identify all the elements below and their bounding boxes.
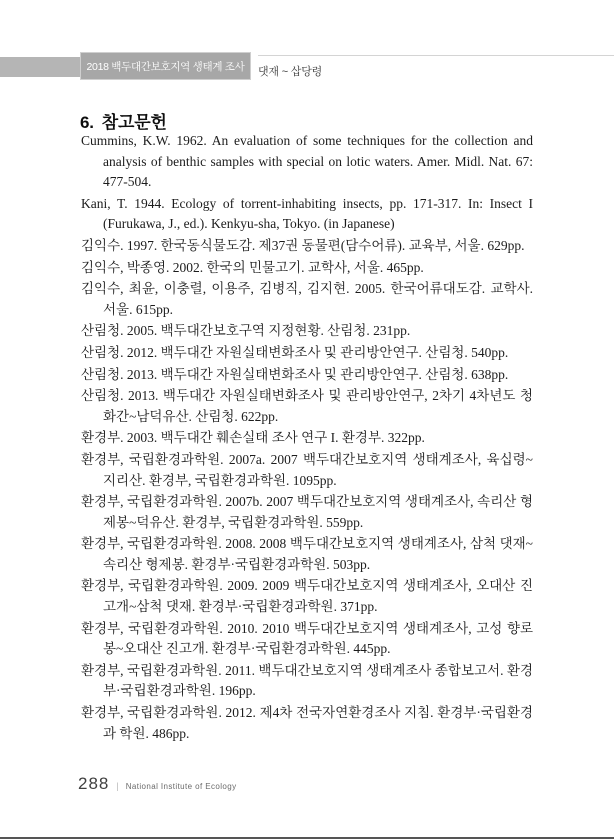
reference-entry: 환경부, 국립환경과학원. 2011. 백두대간보호지역 생태계조사 종합보고서. 환경부·국립환경과학원. 196pp.: [81, 662, 533, 699]
reference-entry: Cummins, K.W. 1962. An evaluation of some techniques for the collection and analysis of benthic samples with special on lotic waters. Amer. Midl. Nat. 67: 477-504.: [81, 133, 533, 190]
footer-separator: |: [116, 781, 119, 791]
header-section-label: 댓재 ~ 삽당령: [258, 66, 323, 78]
header-rule: [258, 55, 614, 56]
reference-entry: 환경부, 국립환경과학원. 2007a. 2007 백두대간보호지역 생태계조사, 육십령~지리산. 환경부, 국립환경과학원. 1095pp.: [81, 451, 533, 488]
reference-entry: 환경부, 국립환경과학원. 2009. 2009 백두대간보호지역 생태계조사, 오대산 진고개~삼척 댓재. 환경부·국립환경과학원. 371pp.: [81, 578, 533, 615]
bottom-page-rule: [0, 837, 614, 839]
header-right: [258, 55, 614, 80]
header-band: [0, 57, 251, 77]
reference-list: [81, 131, 533, 745]
section-title: [80, 108, 167, 133]
reference-entry: 환경부, 국립환경과학원. 2012. 제4차 전국자연환경조사 지침. 환경부·국립환경과 학원. 486pp.: [81, 705, 533, 741]
reference-entry: 환경부, 국립환경과학원. 2008. 2008 백두대간보호지역 생태계조사, 삼척 댓재~속리산 형제봉. 환경부·국립환경과학원. 503pp.: [81, 536, 533, 572]
header-series-label: 2018 백두대간보호지역 생태계 조사: [86, 60, 245, 73]
reference-entry: 김익수, 최윤, 이충렬, 이용주, 김병직, 김지현. 2005. 한국어류대도감. 교학사. 서울. 615pp.: [81, 281, 533, 317]
reference-entry: 산림청. 2013. 백두대간 자원실태변화조사 및 관리방안연구, 2차기 4차년도 청화간~남덕유산. 산림청. 622pp.: [81, 388, 533, 424]
reference-entry: 환경부, 국립환경과학원. 2010. 2010 백두대간보호지역 생태계조사, 고성 향로봉~오대산 진고개. 환경부·국립환경과학원. 445pp.: [81, 620, 533, 657]
reference-entry: 김익수. 1997. 한국동식물도감. 제37권 동물편(담수어류). 교육부, 서울. 629pp.: [81, 237, 525, 253]
section-number: 6.: [80, 113, 94, 132]
page-number: 288: [78, 774, 110, 793]
institute-name: National Institute of Ecology: [125, 782, 237, 791]
reference-entry: 산림청. 2012. 백두대간 자원실태변화조사 및 관리방안연구. 산림청. 540pp.: [81, 344, 509, 360]
reference-entry: 산림청. 2013. 백두대간 자원실태변화조사 및 관리방안연구. 산림청. 638pp.: [81, 366, 509, 382]
page-footer: [78, 774, 237, 794]
reference-entry: Kani, T. 1944. Ecology of torrent-inhabiting insects, pp. 171-317. In: Insect I (Furukawa, J., ed.). Kenkyu-sha, Tokyo. (in Japanese): [81, 195, 533, 232]
reference-entry: 환경부, 국립환경과학원. 2007b. 2007 백두대간보호지역 생태계조사, 속리산 형제봉~덕유산. 환경부, 국립환경과학원. 559pp.: [81, 494, 533, 530]
header-series-box: [80, 52, 251, 80]
reference-entry: 산림청. 2005. 백두대간보호구역 지정현황. 산림청. 231pp.: [81, 323, 411, 339]
reference-entry: 환경부. 2003. 백두대간 훼손실태 조사 연구 I. 환경부. 322pp.: [81, 430, 425, 446]
section-title-label: 참고문헌: [101, 113, 167, 132]
reference-entry: 김익수, 박종영. 2002. 한국의 민물고기. 교학사, 서울. 465pp.: [81, 259, 424, 275]
